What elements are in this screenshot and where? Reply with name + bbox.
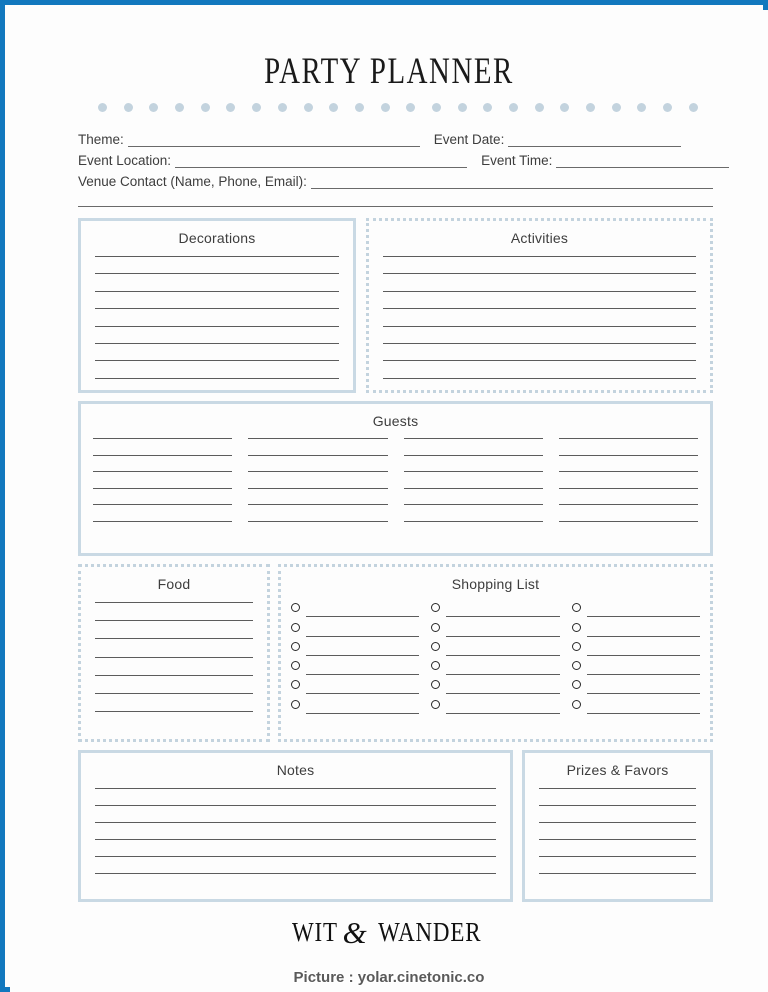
- event-date-label: Event Date:: [433, 132, 505, 147]
- section-food: [78, 564, 270, 742]
- shopping-list-item: [291, 637, 419, 656]
- shopping-list-column: [291, 598, 419, 714]
- divider-dot-icon: [689, 103, 698, 112]
- divider-dot-icon: [381, 103, 390, 112]
- theme-label: Theme:: [78, 132, 124, 147]
- divider-dot-icon: [252, 103, 261, 112]
- writing-line[interactable]: [95, 256, 339, 257]
- source-watermark: Picture : yolar.cinetonic.co: [293, 969, 485, 986]
- writing-line[interactable]: [383, 291, 696, 292]
- writing-line[interactable]: [383, 326, 696, 327]
- writing-line[interactable]: [95, 360, 339, 361]
- guest-name-line[interactable]: [559, 488, 698, 489]
- writing-line[interactable]: [95, 657, 253, 658]
- event-time-input[interactable]: [556, 154, 729, 168]
- writing-line[interactable]: [383, 308, 696, 309]
- brand-logo: [10, 915, 768, 951]
- shopping-list-item: [291, 694, 419, 713]
- section-guests: [78, 401, 713, 556]
- divider-dot-icon: [586, 103, 595, 112]
- notes-lines: [81, 788, 510, 874]
- divider-dot-icon: [560, 103, 569, 112]
- shopping-list-item: [291, 617, 419, 636]
- guest-name-line[interactable]: [559, 471, 698, 472]
- circle-checkbox-icon[interactable]: [291, 680, 300, 689]
- circle-checkbox-icon[interactable]: [572, 642, 581, 651]
- guest-name-line[interactable]: [248, 471, 387, 472]
- decorations-lines: [81, 256, 353, 379]
- writing-line[interactable]: [383, 273, 696, 274]
- guest-name-line[interactable]: [93, 504, 232, 505]
- page-title: PARTY PLANNER: [264, 51, 514, 92]
- circle-checkbox-icon[interactable]: [572, 623, 581, 632]
- writing-line[interactable]: [95, 602, 253, 603]
- guest-name-line[interactable]: [559, 504, 698, 505]
- shopping-list-item: [431, 675, 559, 694]
- shopping-list-item: [572, 675, 700, 694]
- shopping-list-grid: [281, 598, 710, 714]
- divider-dot-icon: [509, 103, 518, 112]
- writing-line[interactable]: [95, 856, 496, 857]
- dot-divider: [98, 102, 698, 112]
- divider-dot-icon: [201, 103, 210, 112]
- divider-dot-icon: [304, 103, 313, 112]
- shopping-list-item: [431, 617, 559, 636]
- shopping-list-item: [572, 694, 700, 713]
- venue-contact-input-second-line[interactable]: [78, 193, 713, 207]
- food-title: Food: [157, 576, 191, 592]
- guest-name-line[interactable]: [404, 504, 543, 505]
- event-location-label: Event Location:: [78, 153, 172, 168]
- writing-line[interactable]: [383, 360, 696, 361]
- shopping-list-item: [431, 694, 559, 713]
- guest-name-line[interactable]: [559, 455, 698, 456]
- divider-dot-icon: [175, 103, 184, 112]
- event-location-input[interactable]: [175, 154, 467, 168]
- divider-dot-icon: [226, 103, 235, 112]
- venue-contact-row: [78, 168, 713, 189]
- circle-checkbox-icon[interactable]: [291, 661, 300, 670]
- writing-line[interactable]: [95, 675, 253, 676]
- shopping-list-item: [572, 637, 700, 656]
- section-activities: [366, 218, 713, 393]
- divider-dot-icon: [458, 103, 467, 112]
- section-decorations: [78, 218, 356, 393]
- writing-line[interactable]: [95, 273, 339, 274]
- divider-dot-icon: [432, 103, 441, 112]
- divider-dot-icon: [612, 103, 621, 112]
- printable-sheet: [10, 10, 768, 992]
- circle-checkbox-icon[interactable]: [291, 623, 300, 632]
- venue-contact-label: Venue Contact (Name, Phone, Email):: [78, 174, 307, 189]
- circle-checkbox-icon[interactable]: [431, 680, 440, 689]
- circle-checkbox-icon[interactable]: [431, 623, 440, 632]
- shopping-list-column: [431, 598, 559, 714]
- guest-name-line[interactable]: [404, 455, 543, 456]
- shopping-list-item: [572, 617, 700, 636]
- divider-dot-icon: [124, 103, 133, 112]
- divider-dot-icon: [98, 103, 107, 112]
- prizes-favors-lines: [525, 788, 710, 874]
- shopping-item-line[interactable]: [306, 713, 419, 714]
- divider-dot-icon: [355, 103, 364, 112]
- shopping-item-line[interactable]: [446, 713, 559, 714]
- writing-line[interactable]: [95, 873, 496, 874]
- circle-checkbox-icon[interactable]: [291, 603, 300, 612]
- logo-word-two: WANDER: [377, 917, 482, 947]
- shopping-list-item: [431, 656, 559, 675]
- event-time-label: Event Time:: [481, 153, 553, 168]
- writing-line[interactable]: [95, 788, 496, 789]
- guest-name-line[interactable]: [559, 521, 698, 522]
- circle-checkbox-icon[interactable]: [572, 661, 581, 670]
- guest-name-line[interactable]: [93, 471, 232, 472]
- section-prizes-favors: [522, 750, 713, 902]
- circle-checkbox-icon[interactable]: [572, 700, 581, 709]
- divider-dot-icon: [329, 103, 338, 112]
- header-fields: [78, 126, 713, 207]
- writing-line[interactable]: [95, 620, 253, 621]
- venue-contact-input[interactable]: [311, 175, 713, 189]
- food-lines: [81, 602, 267, 712]
- writing-line[interactable]: [539, 839, 696, 840]
- writing-line[interactable]: [539, 873, 696, 874]
- writing-line[interactable]: [95, 822, 496, 823]
- theme-date-row: [78, 126, 713, 147]
- decorations-title: Decorations: [178, 230, 256, 246]
- circle-checkbox-icon[interactable]: [431, 661, 440, 670]
- guest-name-line[interactable]: [404, 488, 543, 489]
- guest-name-line[interactable]: [404, 471, 543, 472]
- guest-name-line[interactable]: [404, 521, 543, 522]
- divider-dot-icon: [278, 103, 287, 112]
- guests-grid: [81, 438, 710, 537]
- guest-name-line[interactable]: [93, 455, 232, 456]
- guest-name-line[interactable]: [93, 521, 232, 522]
- writing-line[interactable]: [95, 343, 339, 344]
- section-shopping-list: [278, 564, 713, 742]
- shopping-item-line[interactable]: [587, 713, 700, 714]
- shopping-list-item: [431, 637, 559, 656]
- activities-lines: [369, 256, 710, 379]
- shopping-list-item: [291, 598, 419, 617]
- divider-dot-icon: [663, 103, 672, 112]
- guest-name-line[interactable]: [559, 438, 698, 439]
- notes-title: Notes: [276, 762, 315, 778]
- divider-dot-icon: [535, 103, 544, 112]
- circle-checkbox-icon[interactable]: [291, 700, 300, 709]
- circle-checkbox-icon[interactable]: [572, 680, 581, 689]
- guest-name-line[interactable]: [93, 488, 232, 489]
- writing-line[interactable]: [95, 378, 339, 379]
- divider-dot-icon: [406, 103, 415, 112]
- event-date-input[interactable]: [508, 133, 681, 147]
- divider-dot-icon: [483, 103, 492, 112]
- circle-checkbox-icon[interactable]: [431, 700, 440, 709]
- writing-line[interactable]: [539, 805, 696, 806]
- writing-line[interactable]: [539, 856, 696, 857]
- writing-line[interactable]: [95, 805, 496, 806]
- circle-checkbox-icon[interactable]: [572, 603, 581, 612]
- location-time-row: [78, 147, 713, 168]
- shopping-list-title: Shopping List: [451, 576, 540, 592]
- writing-line[interactable]: [95, 638, 253, 639]
- writing-line[interactable]: [95, 839, 496, 840]
- guest-name-line[interactable]: [248, 521, 387, 522]
- writing-line[interactable]: [95, 693, 253, 694]
- guest-name-line[interactable]: [248, 438, 387, 439]
- logo-word-one: WIT: [291, 917, 338, 947]
- theme-input[interactable]: [128, 133, 420, 147]
- shopping-list-item: [572, 656, 700, 675]
- guest-name-line[interactable]: [93, 438, 232, 439]
- writing-line[interactable]: [95, 326, 339, 327]
- writing-line[interactable]: [539, 788, 696, 789]
- activities-title: Activities: [510, 230, 569, 246]
- guest-name-line[interactable]: [248, 455, 387, 456]
- section-notes: [78, 750, 513, 902]
- shopping-list-item: [431, 598, 559, 617]
- shopping-list-column: [572, 598, 700, 714]
- writing-line[interactable]: [95, 711, 253, 712]
- writing-line[interactable]: [383, 256, 696, 257]
- divider-dot-icon: [149, 103, 158, 112]
- shopping-list-item: [291, 675, 419, 694]
- guest-name-line[interactable]: [248, 488, 387, 489]
- circle-checkbox-icon[interactable]: [431, 642, 440, 651]
- divider-dot-icon: [637, 103, 646, 112]
- logo-ampersand-icon: &: [342, 915, 368, 950]
- guest-name-line[interactable]: [248, 504, 387, 505]
- guests-title: Guests: [372, 413, 419, 429]
- writing-line[interactable]: [95, 291, 339, 292]
- circle-checkbox-icon[interactable]: [291, 642, 300, 651]
- guest-name-line[interactable]: [404, 438, 543, 439]
- writing-line[interactable]: [539, 822, 696, 823]
- shopping-list-item: [572, 598, 700, 617]
- prizes-favors-title: Prizes & Favors: [566, 762, 669, 778]
- writing-line[interactable]: [95, 308, 339, 309]
- writing-line[interactable]: [383, 378, 696, 379]
- circle-checkbox-icon[interactable]: [431, 603, 440, 612]
- writing-line[interactable]: [383, 343, 696, 344]
- shopping-list-item: [291, 656, 419, 675]
